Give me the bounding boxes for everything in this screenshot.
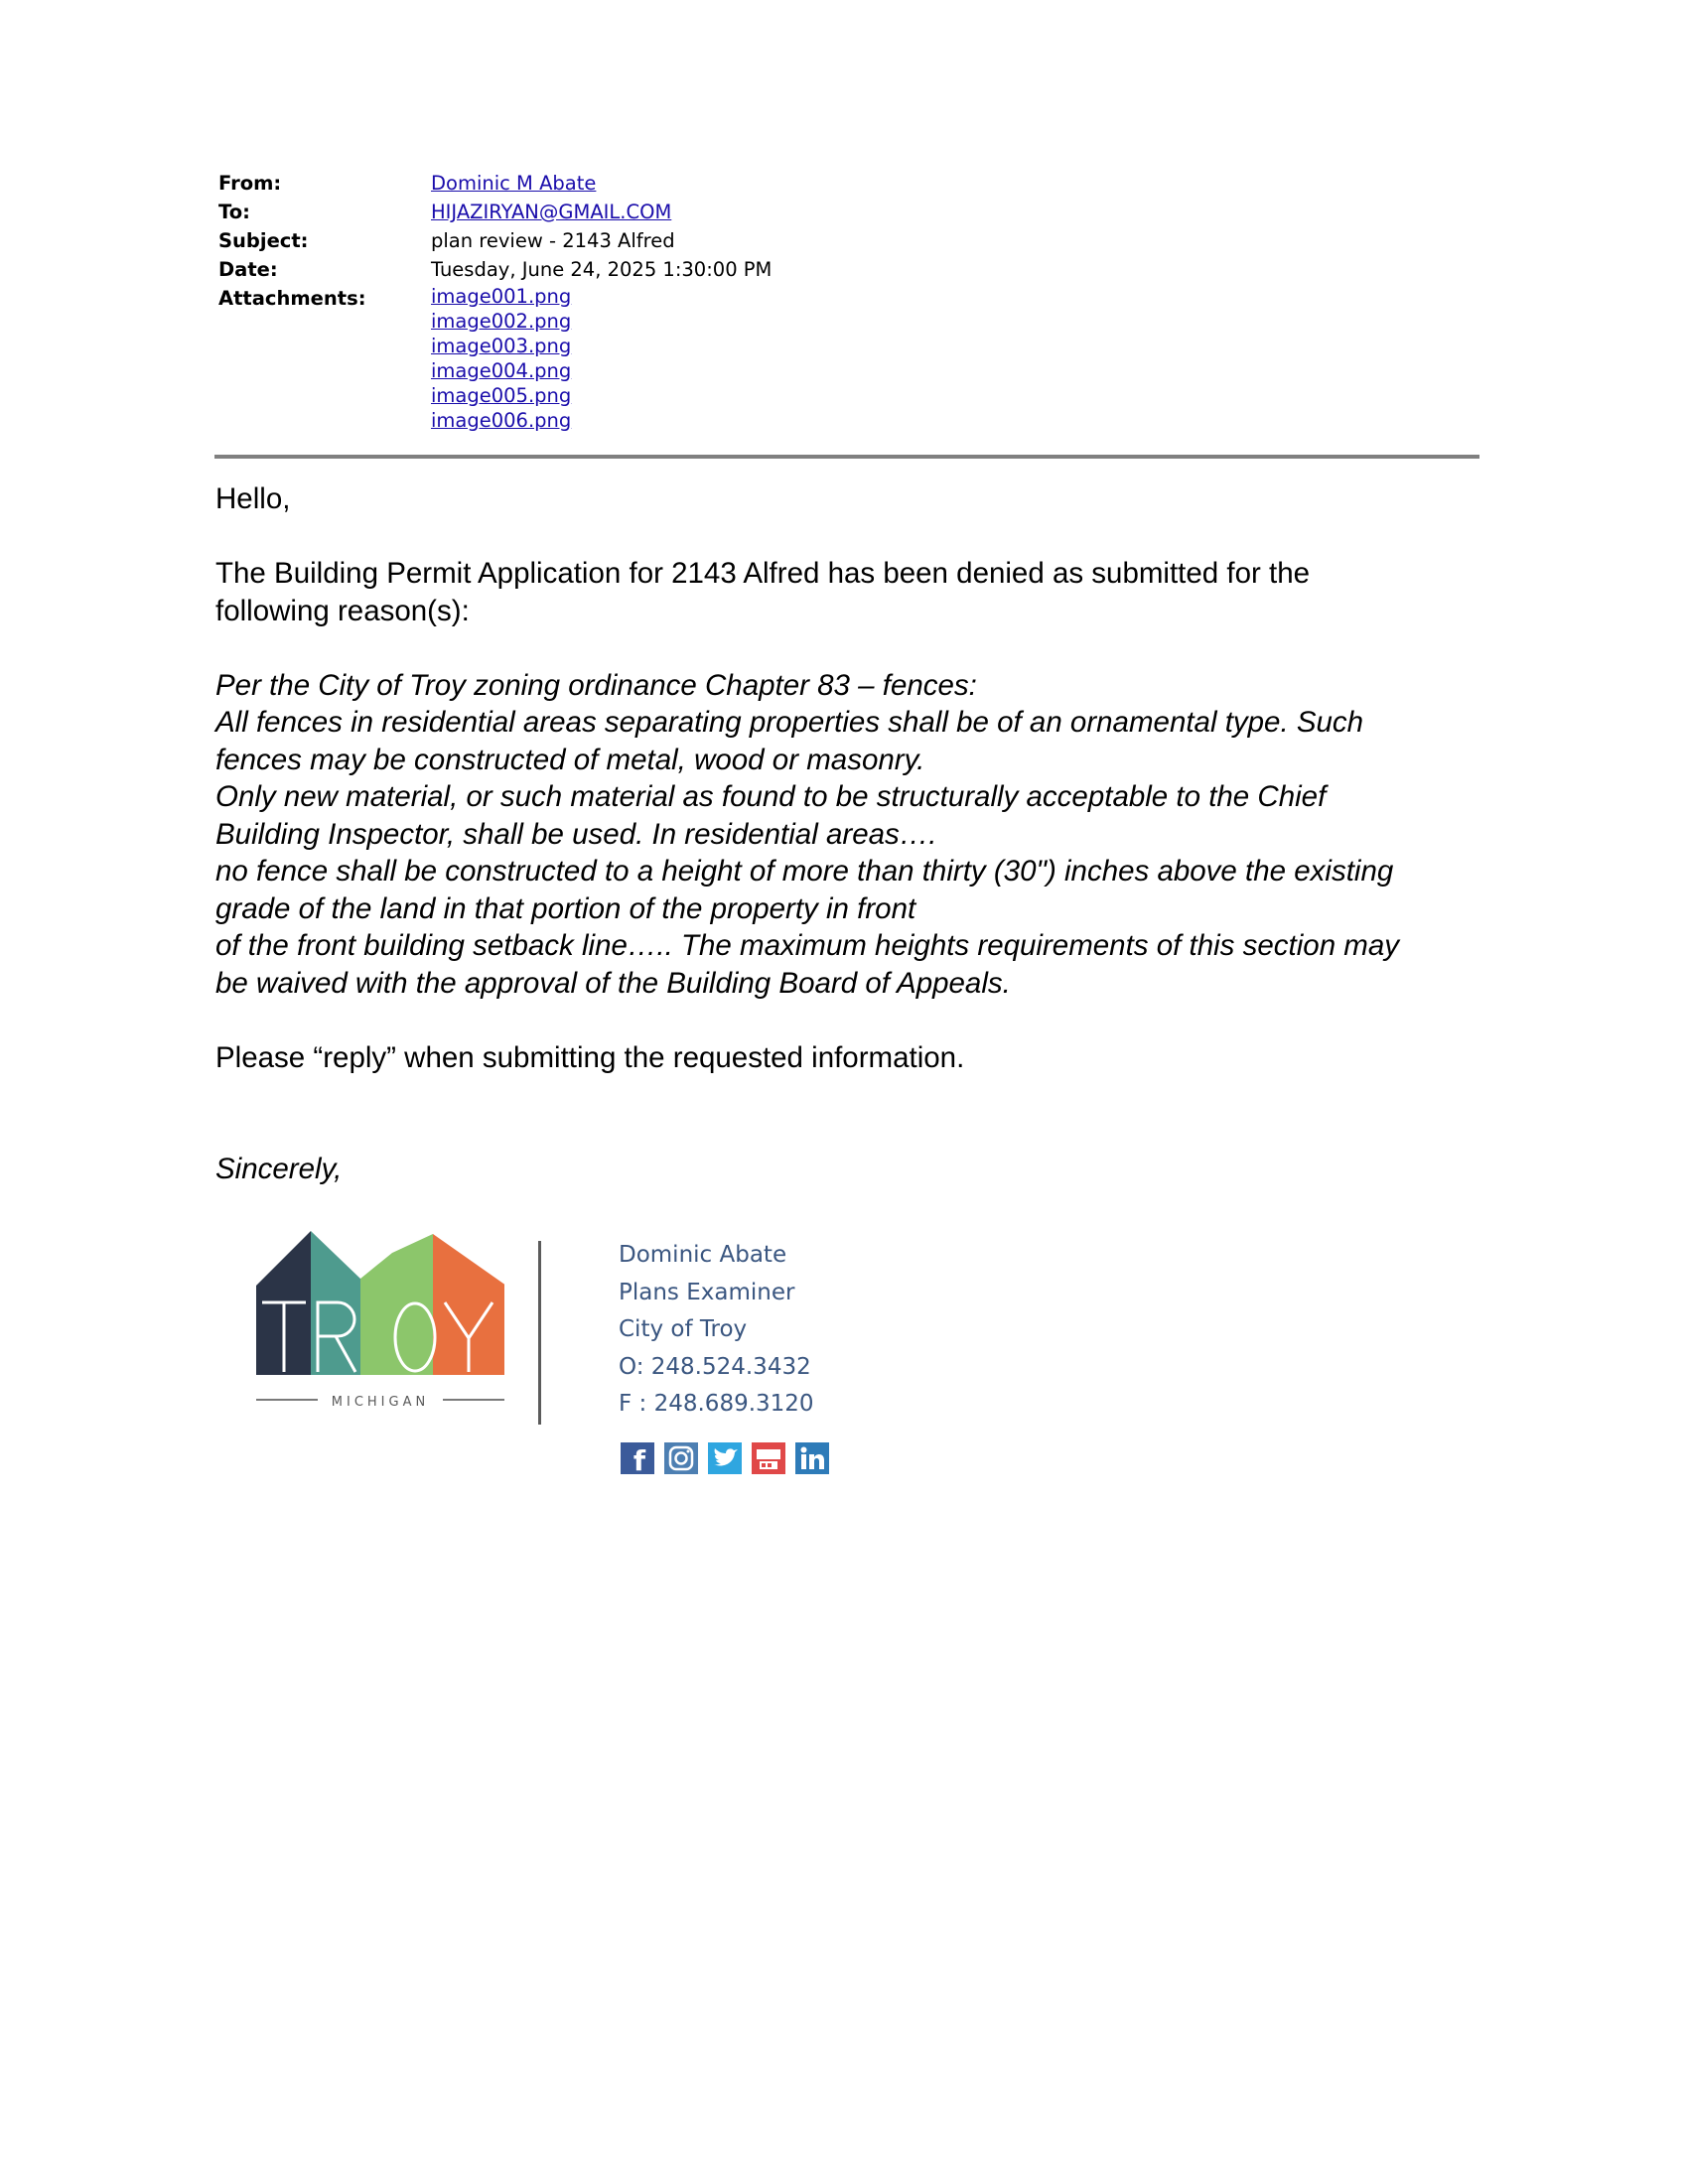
to-label: To: [218,201,250,223]
logo-subtitle: MICHIGAN [331,1395,430,1410]
twitter-icon[interactable] [707,1442,743,1474]
contact-org: City of Troy [619,1316,748,1342]
ordinance-line: All fences in residential areas separating properties shall be of an ornamental type. Such [215,706,1364,739]
from-label: From: [218,172,282,195]
attachment-link[interactable]: image005.png [431,384,572,407]
signature-divider [538,1241,541,1425]
email-body [215,480,1496,1188]
linkedin-icon[interactable] [794,1442,830,1474]
contact-office: O: 248.524.3432 [619,1353,811,1380]
troy-logo [256,1231,504,1425]
intro-line: following reason(s): [215,594,470,627]
attachment-list [431,284,1479,433]
youtube-icon[interactable] [751,1442,786,1474]
from-link[interactable]: Dominic M Abate [431,172,597,195]
attachment-link[interactable]: image003.png [431,335,572,357]
date-value: Tuesday, June 24, 2025 1:30:00 PM [431,258,773,281]
reply-note: Please “reply” when submitting the requested information. [215,1040,965,1074]
to-row [218,198,1479,226]
email-header [218,169,1479,433]
subject-label: Subject: [218,229,309,252]
ordinance-line: Per the City of Troy zoning ordinance Chapter 83 – fences: [215,668,977,702]
attachment-link[interactable]: image004.png [431,359,572,382]
logo-house-green [360,1253,392,1375]
to-link[interactable]: HIJAZIRYAN@GMAIL.COM [431,201,672,223]
date-label: Date: [218,258,278,281]
ordinance-line: Only new material, or such material as found to be structurally acceptable to the Chief [215,780,1327,813]
facebook-icon[interactable] [620,1442,655,1474]
ordinance-line: fences may be constructed of metal, wood or masonry. [215,743,925,776]
ordinance-line: be waived with the approval of the Building Board of Appeals. [215,966,1011,1000]
contact-title: Plans Examiner [619,1279,795,1305]
ordinance-line: no fence shall be constructed to a height of more than thirty (30") inches above the existing [215,855,1394,887]
ordinance-line: Building Inspector, shall be used. In residential areas…. [215,817,937,851]
instagram-icon[interactable] [663,1442,699,1474]
from-row [218,169,1479,198]
contact-info [619,1237,814,1424]
header-divider [214,455,1479,459]
subject-row [218,226,1479,255]
svg-text:f: f [633,1444,646,1474]
attachment-link[interactable]: image006.png [431,409,572,432]
attachment-link[interactable]: image001.png [431,285,572,308]
contact-name: Dominic Abate [619,1242,787,1268]
greeting: Hello, [215,482,291,515]
ordinance-line: of the front building setback line….. The maximum heights requirements of this section may [215,929,1400,962]
social-links [620,1442,830,1474]
date-row [218,255,1479,284]
closing: Sincerely, [215,1153,343,1185]
ordinance-line: grade of the land in that portion of the property in front [215,891,916,925]
intro-line: The Building Permit Application for 2143 Alfred has been denied as submitted for the [215,557,1311,590]
contact-fax: F : 248.689.3120 [619,1391,814,1417]
subject-value: plan review - 2143 Alfred [431,229,675,252]
signature-block [256,1231,872,1479]
attachment-link[interactable]: image002.png [431,310,572,333]
attachments-row [218,284,1479,433]
attachments-label: Attachments: [218,287,366,310]
